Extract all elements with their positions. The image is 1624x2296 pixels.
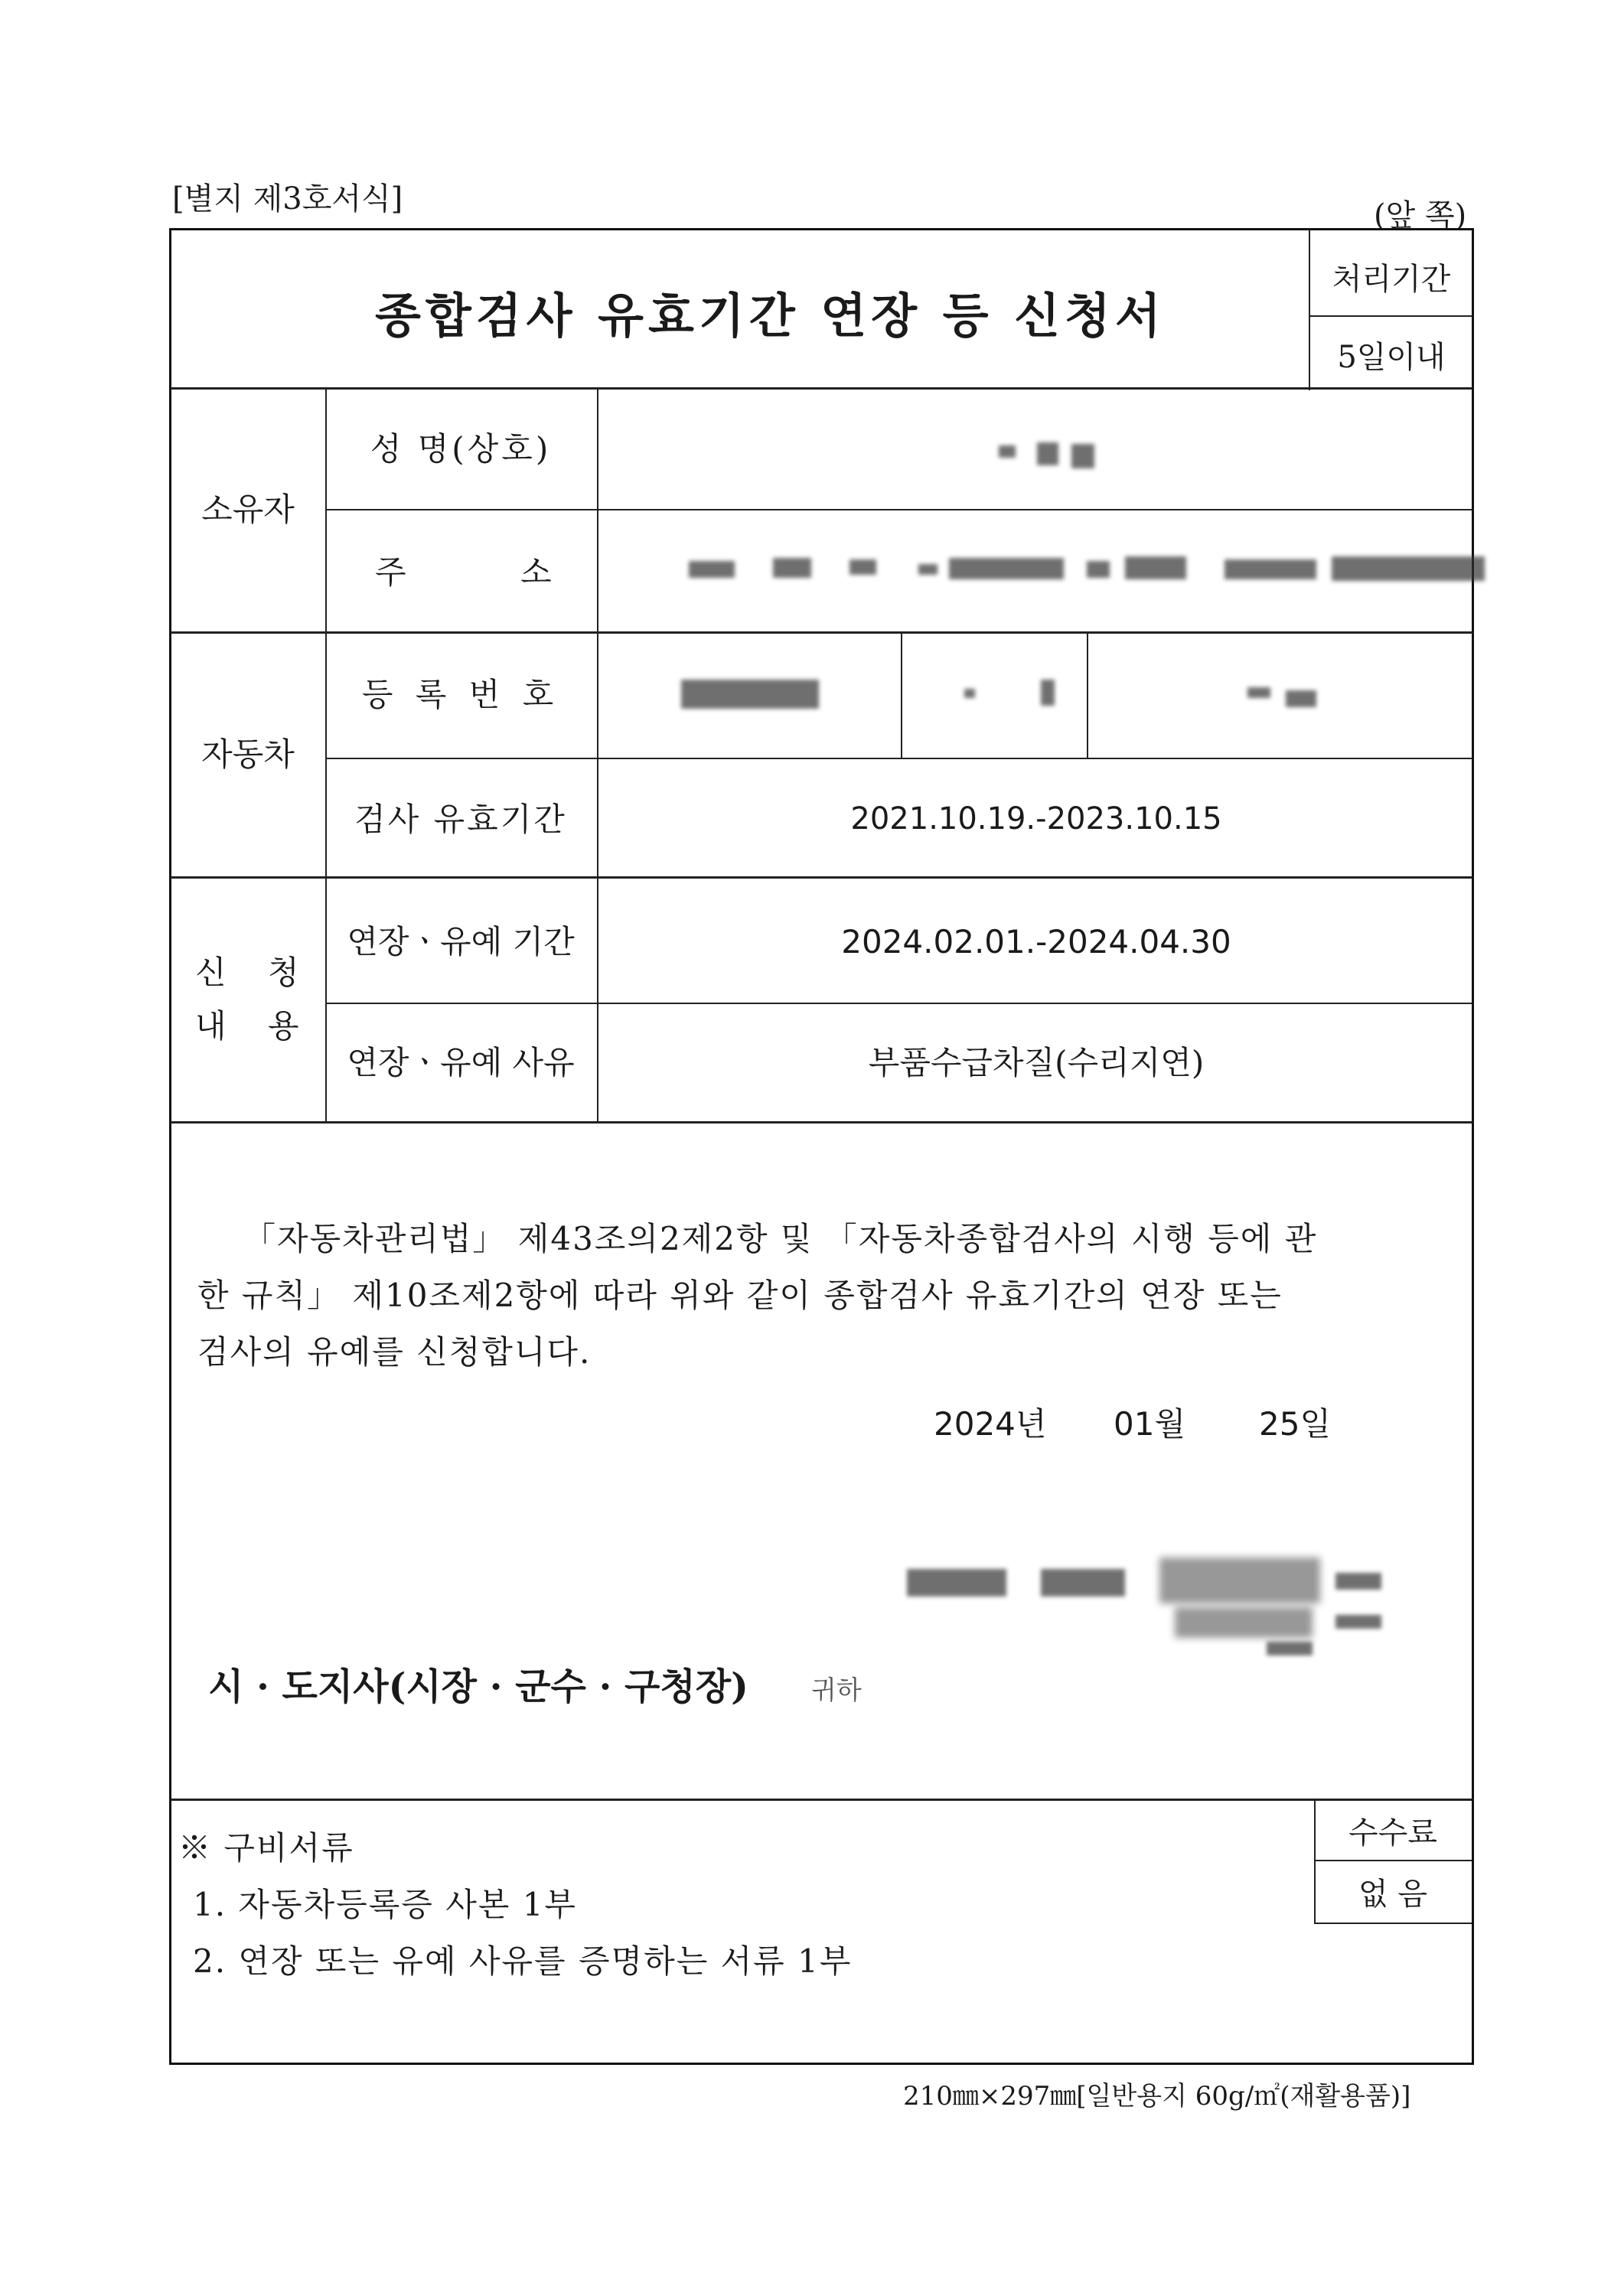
owner-name-label: 성 명(상호) (370, 430, 552, 468)
registration-number-redacted (681, 673, 1370, 719)
recipient-title: 시 · 도지사(시장 · 군수 · 구청장) (208, 1665, 748, 1708)
recipient-suffix: 귀하 (811, 1675, 862, 1706)
vehicle-section-label: 자동차 (201, 735, 295, 773)
applicant-signature-redacted (907, 1542, 1412, 1672)
annex-label: [별지 제3호서식] (172, 181, 403, 217)
owner-name-redacted (995, 438, 1102, 472)
side-label: (앞 쪽) (1374, 198, 1467, 233)
required-doc-item-2: 2. 연장 또는 유예 사유를 증명하는 서류 1부 (193, 1942, 853, 1980)
request-section-char-4: 용 (268, 1007, 299, 1045)
processing-period-value: 5일이내 (1337, 340, 1446, 375)
registration-number-label: 등 록 번 호 (361, 676, 560, 713)
paper-spec-footer: 210㎜×297㎜[일반용지 60g/㎡(재활용품)] (903, 2081, 1411, 2112)
owner-address-redacted (689, 547, 1492, 593)
extension-reason-value: 부품수급차질(수리지연) (868, 1044, 1205, 1081)
statement-line-2: 한 규칙」 제10조제2항에 따라 위와 같이 종합검사 유효기간의 연장 또는 (197, 1277, 1283, 1314)
extension-reason-label: 연장ㆍ유예 사유 (347, 1044, 575, 1081)
form-title: 종합검사 유효기간 연장 등 신청서 (375, 288, 1166, 344)
extension-period-value: 2024.02.01.-2024.04.30 (841, 923, 1231, 960)
inspection-validity-value: 2021.10.19.-2023.10.15 (850, 801, 1222, 837)
owner-address-label-1: 주 (375, 553, 406, 591)
processing-period-label: 처리기간 (1332, 262, 1451, 297)
required-doc-item-1: 1. 자동차등록증 사본 1부 (193, 1886, 577, 1923)
form-frame (169, 228, 1474, 2065)
fee-label: 수수료 (1348, 1815, 1437, 1851)
request-section-char-3: 내 (195, 1007, 227, 1045)
date-day: 25일 (1259, 1405, 1332, 1443)
date-year: 2024년 (934, 1405, 1047, 1443)
extension-period-label: 연장ㆍ유예 기간 (347, 923, 575, 960)
request-section-char-1: 신 (195, 954, 227, 991)
required-docs-header: ※ 구비서류 (178, 1829, 354, 1867)
fee-value: 없 음 (1358, 1877, 1427, 1912)
statement-line-3: 검사의 유예를 신청합니다. (197, 1333, 592, 1371)
date-month: 01월 (1114, 1405, 1186, 1443)
inspection-validity-label: 검사 유효기간 (354, 801, 567, 838)
owner-section-label: 소유자 (201, 491, 295, 528)
request-section-char-2: 청 (268, 954, 299, 991)
statement-line-1: 「자동차관리법」 제43조의2제2항 및 「자동차종합검사의 시행 등에 관 (243, 1220, 1318, 1257)
owner-address-label-2: 소 (520, 553, 552, 591)
